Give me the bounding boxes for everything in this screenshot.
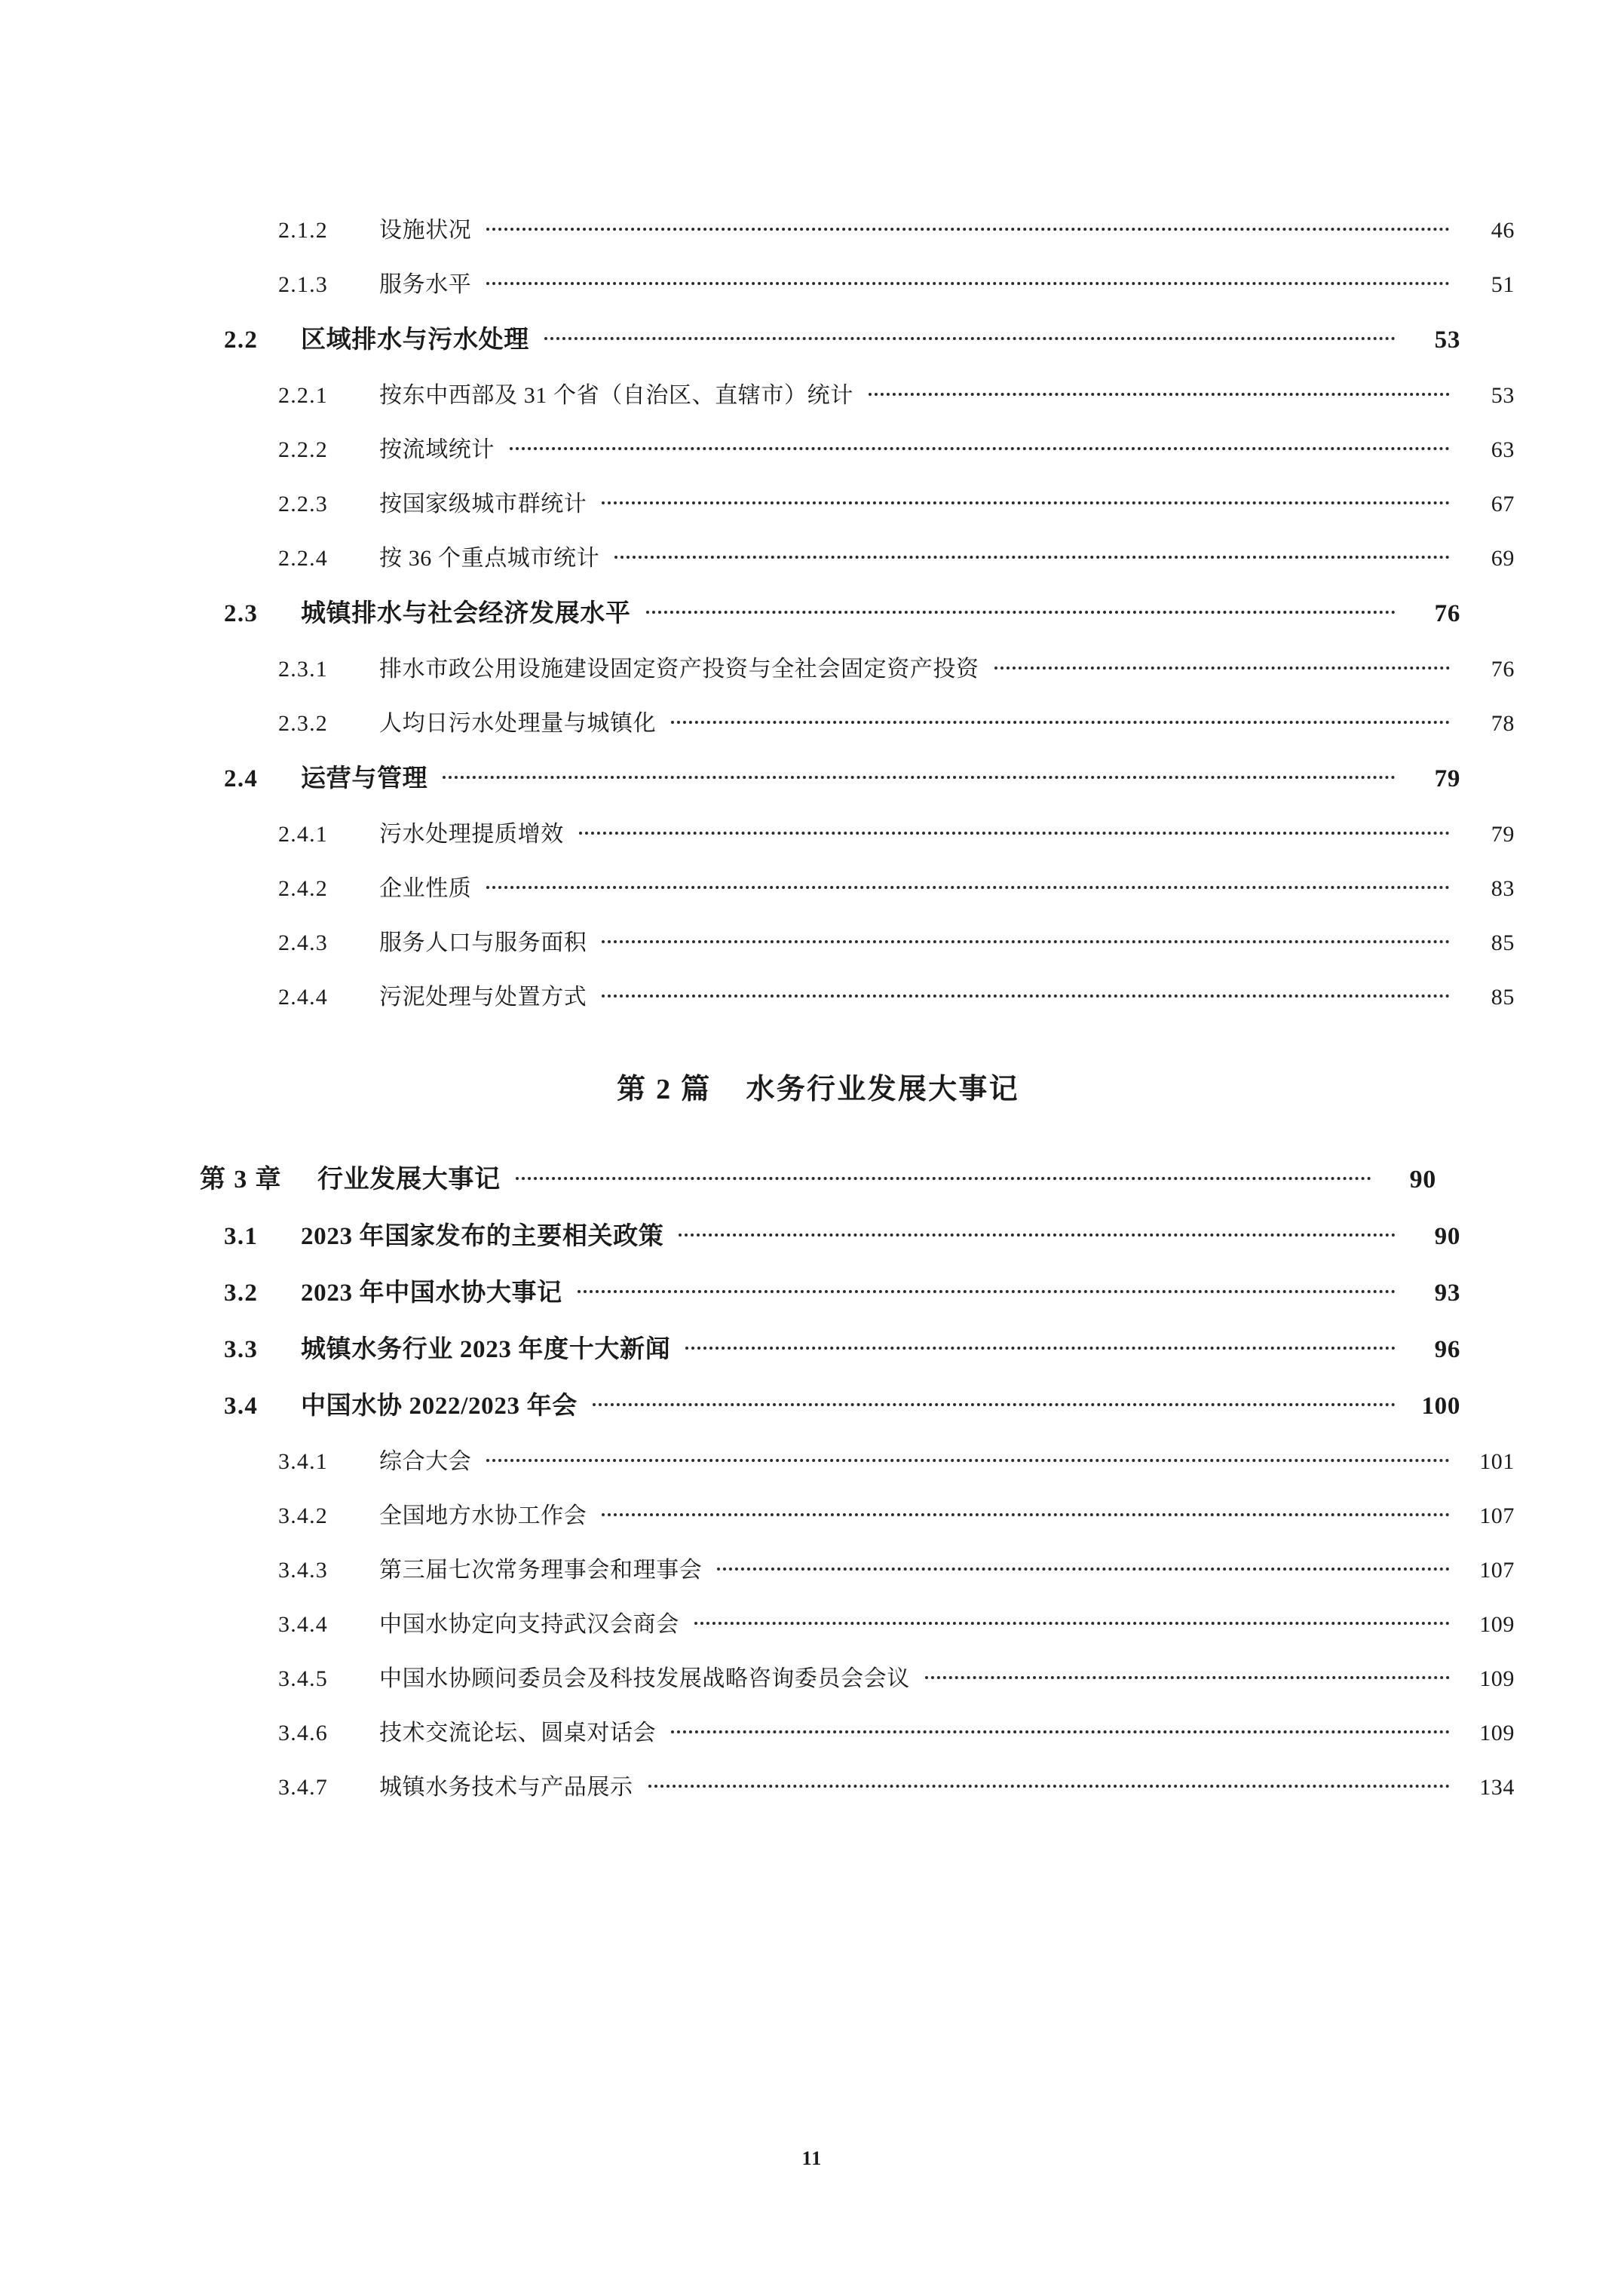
toc-entry-number: 第 3 章 bbox=[200, 1166, 282, 1194]
toc-entry-number: 3.4.4 bbox=[278, 1612, 328, 1637]
toc-entry-title: 2023 年国家发布的主要相关政策 bbox=[301, 1223, 664, 1250]
toc-leader-dots bbox=[646, 596, 1396, 621]
toc-entry-page: 76 bbox=[1434, 600, 1460, 627]
toc-entry-page: 109 bbox=[1479, 1721, 1515, 1745]
toc-entry-title: 技术交流论坛、圆桌对话会 bbox=[379, 1721, 657, 1745]
toc-leader-dots bbox=[486, 269, 1450, 292]
toc-leader-dots bbox=[602, 982, 1450, 1004]
toc-entry[interactable] bbox=[200, 431, 1515, 464]
toc-leader-dots bbox=[593, 1389, 1396, 1414]
toc-leader-dots bbox=[679, 1219, 1396, 1244]
toc-entry-title: 按国家级城市群统计 bbox=[379, 492, 587, 516]
part-heading bbox=[200, 1065, 1436, 1107]
toc-entry-page: 53 bbox=[1434, 326, 1460, 354]
toc-entry-number: 3.4.1 bbox=[278, 1449, 328, 1474]
toc-entry-page: 79 bbox=[1491, 822, 1515, 847]
toc-entry-page: 76 bbox=[1491, 657, 1515, 682]
toc-entry-number: 3.4.6 bbox=[278, 1721, 328, 1745]
toc-entry[interactable] bbox=[200, 978, 1515, 1011]
toc-entry-page: 85 bbox=[1491, 930, 1515, 955]
toc-entry-number: 3.4.7 bbox=[278, 1775, 328, 1800]
toc-entry-page: 134 bbox=[1479, 1775, 1515, 1800]
toc-entry-title: 第三届七次常务理事会和理事会 bbox=[379, 1558, 703, 1583]
toc-leader-dots bbox=[685, 1332, 1396, 1357]
toc-leader-dots bbox=[717, 1555, 1450, 1577]
toc-leader-dots bbox=[994, 654, 1450, 676]
toc-entry-title: 综合大会 bbox=[379, 1449, 472, 1474]
toc-entry-page: 51 bbox=[1491, 272, 1515, 297]
toc-entry-number: 2.4 bbox=[224, 765, 259, 792]
toc-entry[interactable] bbox=[200, 1158, 1436, 1195]
toc-entry[interactable] bbox=[200, 1329, 1460, 1365]
toc-entry-number: 3.3 bbox=[224, 1336, 259, 1363]
toc-entry-number: 2.3 bbox=[224, 600, 259, 627]
toc-entry[interactable] bbox=[200, 376, 1515, 409]
toc-leader-dots bbox=[602, 1500, 1450, 1523]
toc-entry-title: 区域排水与污水处理 bbox=[301, 326, 529, 354]
toc-entry-title: 城镇水务行业 2023 年度十大新闻 bbox=[301, 1336, 671, 1363]
toc-entry-number: 3.4.2 bbox=[278, 1503, 328, 1528]
toc-entry-title: 城镇排水与社会经济发展水平 bbox=[301, 600, 631, 627]
toc-leader-dots bbox=[516, 1162, 1371, 1188]
toc-entry-number: 2.2.1 bbox=[278, 383, 328, 408]
toc-entry-title: 污水处理提质增效 bbox=[379, 822, 564, 847]
toc-entry-title: 按 36 个重点城市统计 bbox=[379, 546, 600, 571]
toc-entry-page: 78 bbox=[1491, 711, 1515, 736]
toc-entry-title: 服务人口与服务面积 bbox=[379, 930, 587, 955]
toc-entry-page: 101 bbox=[1479, 1449, 1515, 1474]
toc-leader-dots bbox=[486, 1446, 1450, 1469]
toc-entry[interactable] bbox=[200, 593, 1460, 629]
toc-entry-number: 2.3.1 bbox=[278, 657, 328, 682]
toc-leader-dots bbox=[671, 1718, 1450, 1740]
toc-entry-number: 2.1.3 bbox=[278, 272, 328, 297]
toc-entry[interactable] bbox=[200, 1442, 1515, 1476]
toc-entry-number: 2.4.3 bbox=[278, 930, 328, 955]
toc-entry-title: 按流域统计 bbox=[379, 437, 495, 462]
toc-entry[interactable] bbox=[200, 869, 1515, 903]
toc-entry-title: 服务水平 bbox=[379, 272, 472, 297]
toc-entry-title: 人均日污水处理量与城镇化 bbox=[379, 711, 657, 736]
toc-entry-number: 2.4.4 bbox=[278, 985, 328, 1010]
toc-leader-dots bbox=[925, 1663, 1450, 1686]
toc-entry-page: 109 bbox=[1479, 1612, 1515, 1637]
page-number: 11 bbox=[801, 2147, 823, 2169]
toc-entry[interactable] bbox=[200, 759, 1460, 794]
toc-entry[interactable] bbox=[200, 1605, 1515, 1638]
toc-entry-title: 运营与管理 bbox=[301, 765, 428, 792]
toc-entry[interactable] bbox=[200, 1216, 1460, 1252]
toc-entry[interactable] bbox=[200, 485, 1515, 518]
toc-entry[interactable] bbox=[200, 1714, 1515, 1747]
toc-entry-page: 53 bbox=[1491, 383, 1515, 408]
toc-entry[interactable] bbox=[200, 1273, 1460, 1308]
toc-leader-dots bbox=[486, 215, 1450, 238]
toc-entry-page: 107 bbox=[1479, 1558, 1515, 1583]
toc-entry-page: 90 bbox=[1434, 1223, 1460, 1250]
toc-entry-page: 79 bbox=[1434, 765, 1460, 792]
toc-entry[interactable] bbox=[200, 815, 1515, 848]
toc-leader-dots bbox=[614, 543, 1450, 565]
toc-entry-number: 3.2 bbox=[224, 1280, 259, 1307]
toc-leader-dots bbox=[602, 927, 1450, 950]
toc-leader-dots bbox=[694, 1609, 1450, 1632]
toc-entry[interactable] bbox=[200, 650, 1515, 683]
toc-entry-number: 2.4.1 bbox=[278, 822, 328, 847]
toc-entry-title: 污泥处理与处置方式 bbox=[379, 985, 587, 1010]
toc-leader-dots bbox=[510, 434, 1450, 457]
toc-entry-page: 100 bbox=[1421, 1393, 1460, 1420]
toc-entry-number: 3.4.5 bbox=[278, 1666, 328, 1691]
toc-entry-number: 2.1.2 bbox=[278, 218, 328, 243]
part-title: 水务行业发展大事记 bbox=[746, 1074, 1019, 1105]
toc-leader-dots bbox=[443, 762, 1396, 786]
toc-entry-number: 2.2.3 bbox=[278, 492, 328, 516]
toc-entry[interactable] bbox=[200, 1497, 1515, 1530]
toc-content bbox=[200, 211, 1515, 1822]
toc-entry-page: 63 bbox=[1491, 437, 1515, 462]
toc-leader-dots bbox=[579, 819, 1450, 841]
toc-entry[interactable] bbox=[200, 1768, 1515, 1801]
toc-entry-title: 企业性质 bbox=[379, 876, 472, 901]
toc-entry[interactable] bbox=[200, 1386, 1460, 1421]
toc-entry-page: 90 bbox=[1409, 1166, 1436, 1194]
toc-entry-number: 3.1 bbox=[224, 1223, 259, 1250]
toc-entry[interactable] bbox=[200, 211, 1515, 244]
toc-entry-page: 107 bbox=[1479, 1503, 1515, 1528]
toc-entry-number: 2.4.2 bbox=[278, 876, 328, 901]
toc-entry-title: 中国水协 2022/2023 年会 bbox=[301, 1393, 578, 1420]
toc-entry-page: 69 bbox=[1491, 546, 1515, 571]
toc-entry[interactable] bbox=[200, 265, 1515, 299]
toc-entry[interactable] bbox=[200, 539, 1515, 572]
toc-entry-number: 2.2 bbox=[224, 326, 259, 354]
toc-entry-page: 83 bbox=[1491, 876, 1515, 901]
toc-entry-title: 按东中西部及 31 个省（自治区、直辖市）统计 bbox=[379, 383, 853, 408]
toc-entry[interactable] bbox=[200, 320, 1460, 355]
toc-entry-page: 46 bbox=[1491, 218, 1515, 243]
toc-leader-dots bbox=[578, 1276, 1396, 1301]
toc-leader-dots bbox=[671, 708, 1450, 731]
toc-leader-dots bbox=[486, 873, 1450, 896]
toc-entry-title: 设施状况 bbox=[379, 218, 472, 243]
toc-entry[interactable] bbox=[200, 924, 1515, 957]
toc-entry-page: 67 bbox=[1491, 492, 1515, 516]
toc-entry-title: 城镇水务技术与产品展示 bbox=[379, 1775, 633, 1800]
part-label: 第 2 篇 bbox=[617, 1074, 712, 1105]
toc-list-part2 bbox=[200, 1158, 1515, 1801]
toc-entry-number: 2.2.2 bbox=[278, 437, 328, 462]
toc-entry-title: 行业发展大事记 bbox=[317, 1166, 501, 1194]
toc-entry-page: 109 bbox=[1479, 1666, 1515, 1691]
toc-leader-dots bbox=[869, 380, 1450, 403]
toc-entry-title: 中国水协顾问委员会及科技发展战略咨询委员会会议 bbox=[379, 1666, 910, 1691]
toc-entry-page: 96 bbox=[1434, 1336, 1460, 1363]
toc-entry-title: 全国地方水协工作会 bbox=[379, 1503, 587, 1528]
toc-entry-number: 3.4.3 bbox=[278, 1558, 328, 1583]
toc-leader-dots bbox=[648, 1772, 1450, 1794]
toc-entry-number: 2.3.2 bbox=[278, 711, 328, 736]
toc-leader-dots bbox=[602, 489, 1450, 511]
toc-entry[interactable] bbox=[200, 1660, 1515, 1693]
toc-entry-number: 3.4 bbox=[224, 1393, 259, 1420]
toc-entry-title: 排水市政公用设施建设固定资产投资与全社会固定资产投资 bbox=[379, 657, 979, 682]
toc-entry-page: 85 bbox=[1491, 985, 1515, 1010]
toc-entry-number: 2.2.4 bbox=[278, 546, 328, 571]
toc-entry-title: 2023 年中国水协大事记 bbox=[301, 1280, 562, 1307]
toc-entry-page: 93 bbox=[1434, 1280, 1460, 1307]
toc-list-part1 bbox=[200, 211, 1515, 1011]
toc-leader-dots bbox=[544, 323, 1396, 348]
toc-entry[interactable] bbox=[200, 704, 1515, 737]
toc-entry[interactable] bbox=[200, 1551, 1515, 1584]
toc-entry-title: 中国水协定向支持武汉会商会 bbox=[379, 1612, 679, 1637]
